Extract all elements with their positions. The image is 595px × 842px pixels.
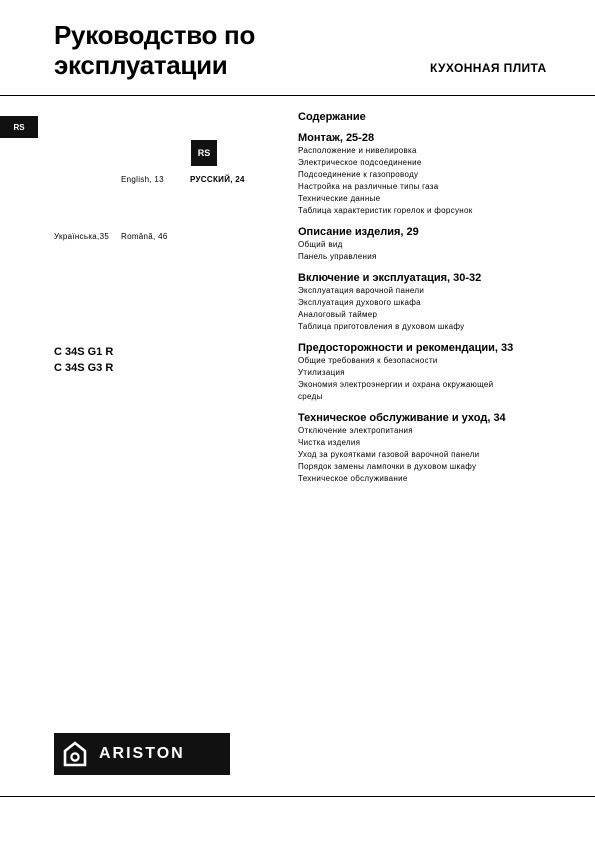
side-language-tab: RS <box>0 116 38 138</box>
toc-item[interactable]: Отключение электропитания <box>298 426 413 435</box>
toc-section-title[interactable]: Монтаж, 25-28 <box>298 132 375 144</box>
toc-item[interactable]: Экономия электроэнергии и охрана окружающей <box>298 380 494 389</box>
model-1: C 34S G1 R <box>54 346 114 358</box>
toc-item[interactable]: Аналоговый таймер <box>298 310 378 319</box>
toc-item[interactable]: Порядок замены лампочки в духовом шкафу <box>298 462 477 471</box>
toc-item[interactable]: Подсоединение к газопроводу <box>298 170 419 179</box>
language-english[interactable]: English, 13 <box>121 175 164 184</box>
language-ukrainian[interactable]: Українська,35 <box>54 232 110 241</box>
toc-section-title[interactable]: Описание изделия, 29 <box>298 226 419 238</box>
toc-item[interactable]: Технические данные <box>298 194 381 203</box>
toc-item[interactable]: Техническое обслуживание <box>298 474 408 483</box>
toc-section-maintenance <box>298 411 538 485</box>
product-name: КУХОННАЯ ПЛИТА <box>430 61 547 75</box>
toc-item[interactable]: Расположение и нивелировка <box>298 146 417 155</box>
toc-item[interactable]: среды <box>298 392 323 401</box>
toc-item[interactable]: Настройка на различные типы газа <box>298 182 439 191</box>
language-code-box: RS <box>191 140 217 166</box>
toc-section-installation <box>298 131 538 217</box>
toc-section-title[interactable]: Предосторожности и рекомендации, 33 <box>298 342 514 354</box>
model-2: C 34S G3 R <box>54 362 114 374</box>
toc-item[interactable]: Утилизация <box>298 368 345 377</box>
bottom-divider <box>0 796 595 797</box>
toc-item[interactable]: Общие требования к безопасности <box>298 356 438 365</box>
toc-item[interactable]: Электрическое подсоединение <box>298 158 422 167</box>
toc-item[interactable]: Уход за рукоятками газовой варочной панели <box>298 450 480 459</box>
language-russian[interactable]: РУССКИЙ, 24 <box>190 175 245 184</box>
model-list <box>54 344 113 376</box>
toc-section-description <box>298 225 538 263</box>
top-divider <box>0 95 595 96</box>
toc-item[interactable]: Эксплуатация духового шкафа <box>298 298 421 307</box>
brand-name: ARISTON <box>99 745 185 762</box>
toc-item[interactable]: Таблица приготовления в духовом шкафу <box>298 322 465 331</box>
table-of-contents <box>298 111 538 493</box>
toc-section-precautions <box>298 341 538 403</box>
toc-item[interactable]: Панель управления <box>298 252 377 261</box>
toc-section-operation <box>298 271 538 333</box>
ariston-logo <box>54 733 230 775</box>
page-title <box>54 20 255 80</box>
toc-item[interactable]: Чистка изделия <box>298 438 361 447</box>
toc-item[interactable]: Общий вид <box>298 240 343 249</box>
toc-item[interactable]: Эксплуатация варочной панели <box>298 286 425 295</box>
house-icon <box>63 741 87 767</box>
toc-section-title[interactable]: Включение и эксплуатация, 30-32 <box>298 272 482 284</box>
toc-section-title[interactable]: Техническое обслуживание и уход, 34 <box>298 412 506 424</box>
title-line-1: Руководство по <box>54 20 256 50</box>
language-romanian[interactable]: Română, 46 <box>121 232 168 241</box>
toc-heading: Содержание <box>298 111 366 123</box>
toc-item[interactable]: Таблица характеристик горелок и форсунок <box>298 206 473 215</box>
title-line-2: эксплуатации <box>54 50 228 80</box>
